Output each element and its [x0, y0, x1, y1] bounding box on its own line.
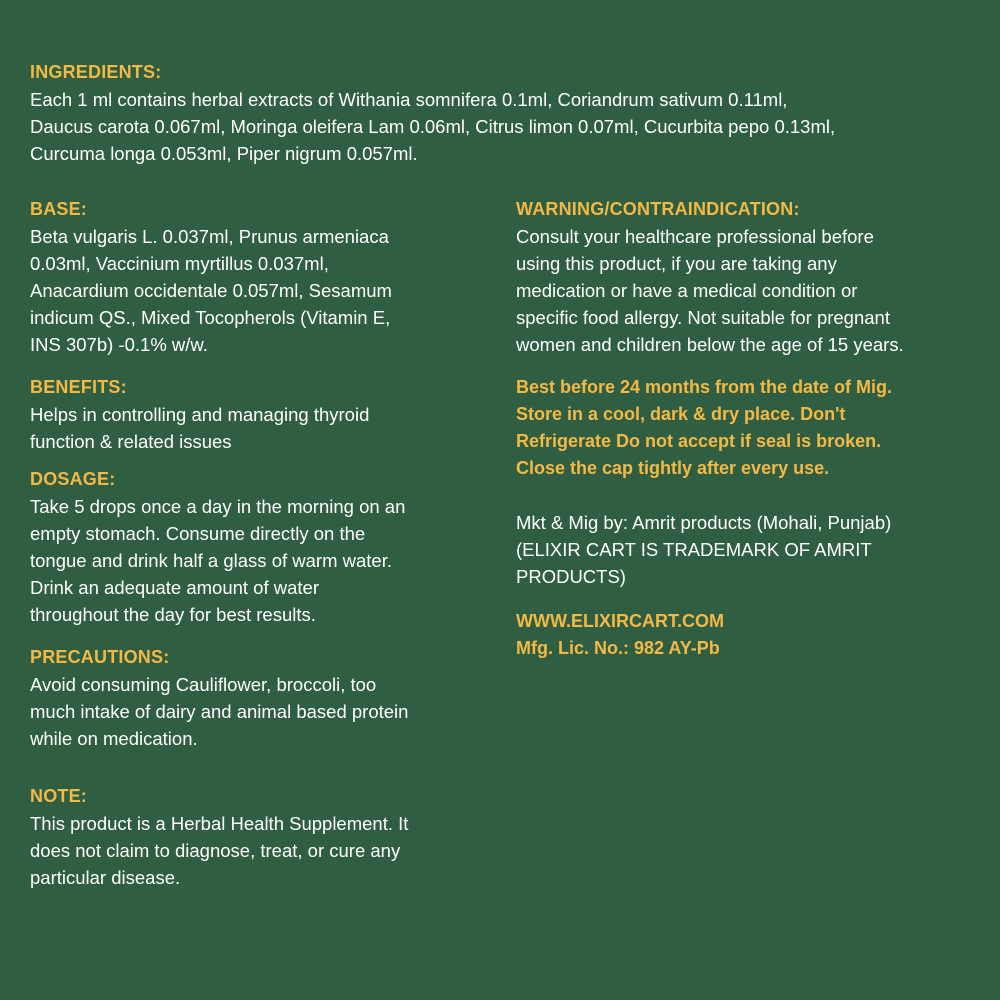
note-section [30, 783, 490, 891]
storage-line: Refrigerate Do not accept if seal is broken. [516, 431, 882, 451]
benefits-line: function & related issues [30, 431, 232, 452]
storage-line: Best before 24 months from the date of Mig. [516, 377, 893, 397]
precautions-heading: PRECAUTIONS: [30, 647, 170, 667]
storage-section [516, 374, 986, 482]
benefits-heading: BENEFITS: [30, 377, 127, 397]
warning-line: using this product, if you are taking any [516, 253, 837, 274]
storage-line: Close the cap tightly after every use. [516, 458, 830, 478]
warning-line: medication or have a medical condition or [516, 280, 858, 301]
dosage-section [30, 466, 485, 628]
precautions-line: much intake of dairy and animal based protein [30, 701, 409, 722]
benefits-section [30, 374, 480, 455]
warning-heading: WARNING/CONTRAINDICATION: [516, 199, 800, 219]
ingredients-line: Each 1 ml contains herbal extracts of Withania somnifera 0.1ml, Coriandrum sativum 0.11ml, [30, 89, 788, 110]
base-line: INS 307b) -0.1% w/w. [30, 334, 208, 355]
storage-line: Store in a cool, dark & dry place. Don't [516, 404, 846, 424]
base-heading: BASE: [30, 199, 88, 219]
ingredients-heading: INGREDIENTS: [30, 62, 162, 82]
base-line: Anacardium occidentale 0.057ml, Sesamum [30, 280, 392, 301]
website-link: WWW.ELIXIRCART.COM [516, 611, 724, 631]
warning-section [516, 196, 976, 358]
note-line: particular disease. [30, 867, 181, 888]
dosage-line: Drink an adequate amount of water [30, 577, 319, 598]
benefits-line: Helps in controlling and managing thyroid [30, 404, 370, 425]
precautions-line: while on medication. [30, 728, 198, 749]
note-line: This product is a Herbal Health Supplement. It [30, 813, 409, 834]
license-number: Mfg. Lic. No.: 982 AY-Pb [516, 638, 720, 658]
precautions-line: Avoid consuming Cauliflower, broccoli, too [30, 674, 377, 695]
manufacturer-section [516, 509, 986, 590]
base-line: indicum QS., Mixed Tocopherols (Vitamin E, [30, 307, 391, 328]
manufacturer-line: (ELIXIR CART IS TRADEMARK OF AMRIT [516, 539, 872, 560]
manufacturer-line: PRODUCTS) [516, 566, 626, 587]
note-line: does not claim to diagnose, treat, or cure any [30, 840, 401, 861]
dosage-line: Take 5 drops once a day in the morning on an [30, 496, 406, 517]
ingredients-section [30, 59, 980, 167]
dosage-line: tongue and drink half a glass of warm water. [30, 550, 392, 571]
footer-section [516, 608, 986, 662]
dosage-heading: DOSAGE: [30, 469, 116, 489]
ingredients-line: Daucus carota 0.067ml, Moringa oleifera Lam 0.06ml, Citrus limon 0.07ml, Cucurbita pepo 0.13ml, [30, 116, 836, 137]
base-line: Beta vulgaris L. 0.037ml, Prunus armeniaca [30, 226, 389, 247]
base-section [30, 196, 480, 358]
dosage-line: empty stomach. Consume directly on the [30, 523, 366, 544]
base-line: 0.03ml, Vaccinium myrtillus 0.037ml, [30, 253, 329, 274]
note-heading: NOTE: [30, 786, 87, 806]
dosage-line: throughout the day for best results. [30, 604, 316, 625]
warning-line: women and children below the age of 15 years. [516, 334, 904, 355]
manufacturer-line: Mkt & Mig by: Amrit products (Mohali, Punjab) [516, 512, 892, 533]
warning-line: Consult your healthcare professional before [516, 226, 874, 247]
warning-line: specific food allergy. Not suitable for pregnant [516, 307, 890, 328]
precautions-section [30, 644, 490, 752]
ingredients-line: Curcuma longa 0.053ml, Piper nigrum 0.057ml. [30, 143, 418, 164]
